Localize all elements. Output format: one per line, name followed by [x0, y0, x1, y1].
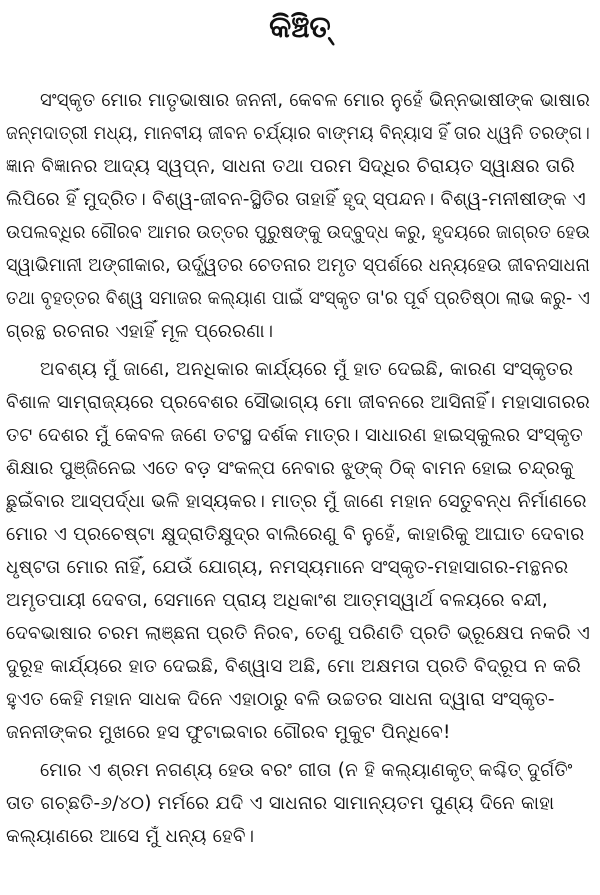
- paragraph-2-line-10: ଦୁରୂହ କାର୍ଯ୍ୟରେ ହାତ ଦେଇଛି, ବିଶ୍ୱାସ ଅଛି, ମୋ ଅକ୍ଷମତା ପ୍ରତି ବିଦ୍ରୂପ ନ କରି: [6, 656, 581, 677]
- paragraph-2-line-6: ମୋର ଏ ପ୍ରଚେଷ୍ଟା କ୍ଷୁଦ୍ରାତିକ୍ଷୁଦ୍ର ବାଲିରେଣୁ ବି ନୁହେଁ, କାହାରିକୁ ଆଘାତ ଦେବାର: [6, 524, 585, 545]
- paragraph-3-line-2: ତାତ ଗଚ୍ଛତି-୬/୪୦) ମର୍ମରେ ଯଦି ଏ ସାଧନାର ସାମାନ୍ୟତମ ପୁଣ୍ୟ ଦିନେ କାହା: [6, 793, 555, 814]
- paragraph-2-line-4: ଶିକ୍ଷାର ପୁଞ୍ଜିନେଇ ଏତେ ବଡ଼ ସଂକଳ୍ପ ନେବାର ଝୁଙ୍କ୍ ଠିକ୍ ବାମନ ହୋଇ ଚନ୍ଦ୍ରକୁ: [6, 458, 574, 479]
- paragraph-3-line-1: ମୋର ଏ ଶ୍ରମ ନଗଣ୍ୟ ହେଉ ବରଂ ଗୀତା (ନ ହି କଲ୍ୟାଣକୃତ୍ କଶ୍ଚିତ୍ ଦୁର୍ଗତିଂ: [40, 760, 573, 781]
- paragraph-2-line-8: ଅମୃତପାୟୀ ଦେବତା, ସେମାନେ ପ୍ରାୟ ଅଧିକାଂଶ ଆତ୍ମସ୍ୱାର୍ଥ ବଳୟରେ ବନ୍ଦୀ,: [6, 590, 548, 611]
- paragraph-2-line-1: ଅବଶ୍ୟ ମୁଁ ଜାଣେ, ଅନଧିକାର କାର୍ଯ୍ୟରେ ମୁଁ ହାତ ଦେଇଛି, କାରଣ ସଂସ୍କୃତର: [40, 359, 574, 380]
- paragraph-1-line-2: ଜନ୍ମଦାତ୍ରୀ ମଧ୍ୟ, ମାନବୀୟ ଜୀବନ ଚର୍ଯ୍ୟାର ବାଙ୍ମୟ ବିନ୍ୟାସ ହିଁ ତାର ଧ୍ୱନି ତରଙ୍ଗ।: [6, 123, 590, 144]
- paragraph-1-line-3: ଜ୍ଞାନ ବିଜ୍ଞାନର ଆଦ୍ୟ ସ୍ୱପ୍ନ, ସାଧନା ତଥା ପରମ ସିଦ୍ଧିର ଚିରାୟତ ସ୍ୱାକ୍ଷର ତାରି: [6, 156, 575, 177]
- paragraph-2-line-7: ଧୃଷ୍ଟତା ମୋର ନାହିଁ, ଯେଉଁ ଯୋଗ୍ୟ, ନମସ୍ୟମାନେ ସଂସ୍କୃତ-ମହାସାଗର-ମନ୍ଥନର: [6, 557, 569, 578]
- paragraph-2-line-11: ହୁଏତ କେହି ମହାନ ସାଧକ ଦିନେ ଏହାଠାରୁ ବଳି ଉଚ୍ଚତର ସାଧନା ଦ୍ୱାରା ସଂସ୍କୃତ-: [6, 689, 555, 710]
- page-title: କିଞ୍ଚିତ୍: [269, 10, 331, 45]
- paragraph-2-line-3: ତଟ ଦେଶର ମୁଁ କେବଳ ଜଣେ ତଟସ୍ଥ ଦର୍ଶକ ମାତ୍ର। ସାଧାରଣ ହାଇସ୍କୁଲର ସଂସ୍କୃତ: [6, 425, 583, 446]
- paragraph-2-line-2: ବିଶାଳ ସାମ୍ରାଜ୍ୟରେ ପ୍ରବେଶର ସୌଭାଗ୍ୟ ମୋ ଜୀବନରେ ଆସିନାହିଁ। ମହାସାଗରର: [6, 392, 590, 413]
- paragraph-1-line-5: ଉପଲବ୍ଧିର ଗୌରବ ଆମର ଉତ୍ତର ପୁରୁଷଙ୍କୁ ଉଦ୍‌ବୁଦ୍ଧ କରୁ, ହୃଦୟରେ ଜାଗ୍ରତ ହେଉ: [6, 222, 590, 243]
- paragraph-1-line-1: ସଂସ୍କୃତ ମୋର ମାତୃଭାଷାର ଜନନୀ, କେବଳ ମୋର ନୁହେଁ ଭିନ୍ନଭାଷୀଙ୍କ ଭାଷାର: [40, 90, 590, 111]
- paragraph-1-line-6: ସ୍ୱାଭିମାନୀ ଅଙ୍ଗୀକାର, ଉର୍ଦ୍ଧ୍ୱତର ଚେତନାର ଅମୃତ ସ୍ପର୍ଶରେ ଧନ୍ୟହେଉ ଜୀବନସାଧନା: [6, 255, 590, 276]
- paragraph-2-line-12: ଜନନୀଙ୍କର ମୁଖରେ ହସ ଫୁଟାଇବାର ଗୌରବ ମୁକୁଟ ପିନ୍ଧିବେ!: [6, 722, 451, 743]
- paragraph-1-line-7: ତଥା ବୃହତ୍ତର ବିଶ୍ୱ ସମାଜର କଲ୍ୟାଣ ପାଇଁ ସଂସ୍କୃତ ତା'ର ପୂର୍ବ ପ୍ରତିଷ୍ଠା ଲାଭ କରୁ- ଏ: [6, 288, 590, 309]
- paragraph-3-line-3: କଲ୍ୟାଣରେ ଆସେ ମୁଁ ଧନ୍ୟ ହେବି।: [6, 826, 255, 847]
- paragraph-1-line-8: ଗ୍ରନ୍ଥ ରଚନାର ଏହାହିଁ ମୂଳ ପ୍ରେରଣା।: [6, 321, 274, 342]
- paragraph-2-line-5: ଛୁଇଁବାର ଆସ୍ପର୍ଦ୍ଧା ଭଳି ହାସ୍ୟକର। ମାତ୍ର ମୁଁ ଜାଣେ ମହାନ ସେତୁବନ୍ଧ ନିର୍ମାଣରେ: [6, 491, 587, 512]
- paragraph-2-line-9: ଦେବଭାଷାର ଚରମ ଲାଞ୍ଛନା ପ୍ରତି ନିରବ, ତେଣୁ ପରିଣତି ପ୍ରତି ଭ୍ରୂକ୍ଷେପ ନକରି ଏ: [6, 623, 590, 644]
- paragraph-1-line-4: ଲିପିରେ ହିଁ ମୁଦ୍ରିତ। ବିଶ୍ୱ-ଜୀବନ-ସ୍ଥିତିର ତାହାହିଁ ହୃଦ୍ ସ୍ପନ୍ଦନ। ବିଶ୍ୱ-ମନୀଷୀଙ୍କ ଏ: [6, 189, 586, 210]
